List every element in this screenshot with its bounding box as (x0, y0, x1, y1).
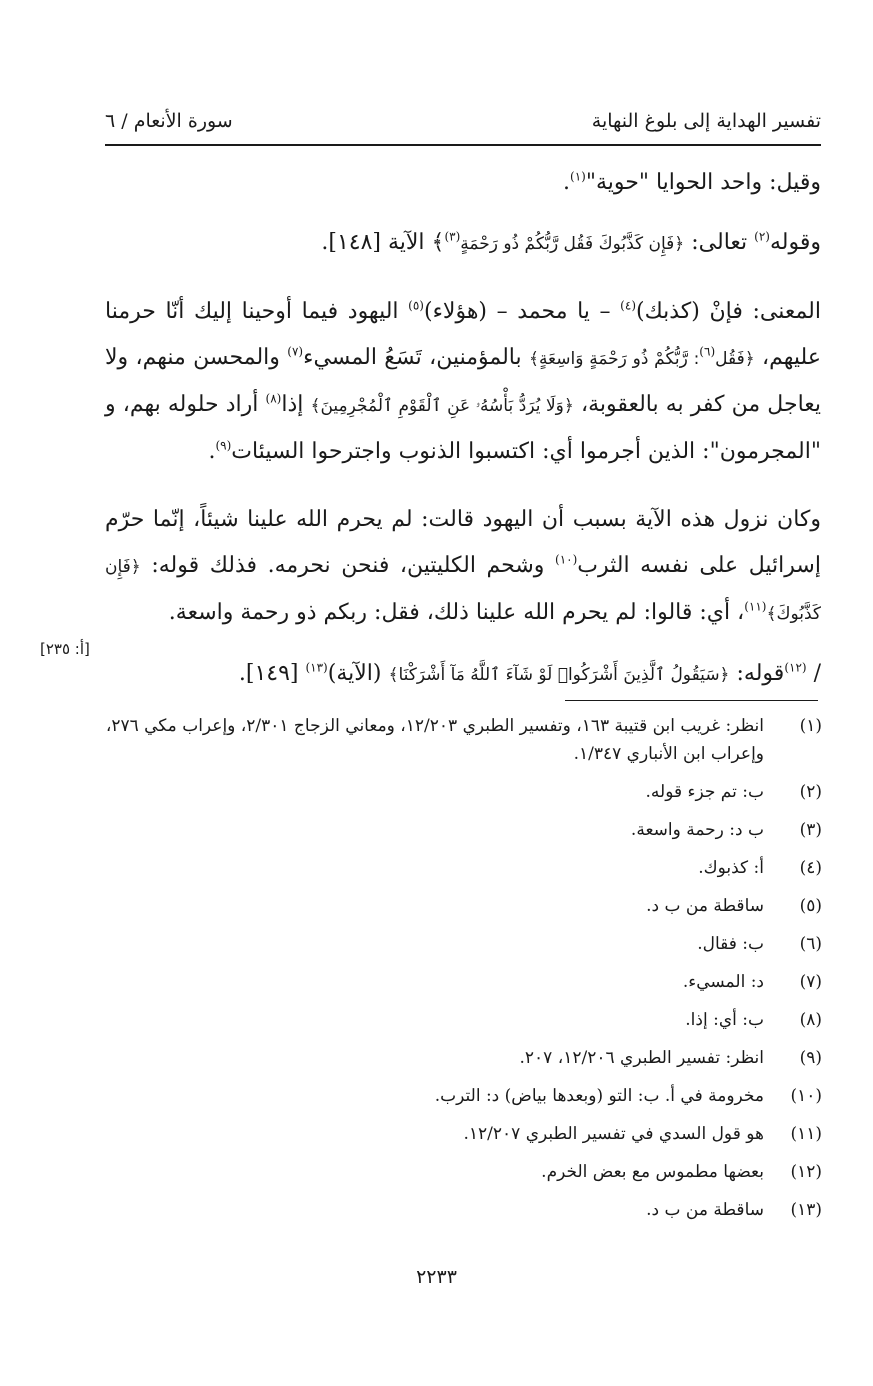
main-text (105, 160, 821, 712)
footnote-ref: (٢) (754, 229, 770, 244)
footnote-ref: (٣) (444, 229, 461, 244)
footnote-ref: (١) (570, 169, 586, 184)
footnote-ref: (١١) (744, 599, 767, 614)
footnote: (٥) ساقطة من ب د. (646, 896, 822, 916)
footnote: (٤) أ: كذبوك. (698, 858, 822, 878)
quran-verse: ﴿فَإِن كَذَّبُوكَ فَقُل رَّبُّكُمْ ذُو رَحْمَةٍ (460, 234, 685, 254)
footnote: (١٢) بعضها مطموس مع بعض الخرم. (541, 1162, 822, 1182)
footnote: (٩) انظر: تفسير الطبري ١٢/٢٠٦، ٢٠٧. (519, 1048, 822, 1068)
quran-verse: : رَّبُّكُمْ ذُو رَحْمَةٍ وَاسِعَةٍ﴾ (528, 349, 700, 369)
footnote-ref: (٨) (265, 391, 282, 406)
footnote: (٧) د: المسيء. (682, 972, 822, 992)
paragraph-5: / $^{(١٢)}$قوله: ﴿سَيَقُولُ ٱلَّذِينَ أَشْرَكُوا۟ لَوْ شَآءَ ٱللَّهُ مَآ أَشْرَكْنَا﴾ (الآية)$^{(١٣)}$ [١٤٩]. (238, 660, 821, 686)
footnote: (٦) ب: فقال. (697, 934, 822, 954)
page-number: ٢٢٣٣ (416, 1266, 457, 1288)
running-header (105, 98, 821, 146)
footnotes (100, 712, 822, 1234)
footnote-ref: (١٠) (555, 552, 578, 567)
footnote-ref: (٩) (215, 438, 232, 453)
footnote: (١١) هو قول السدي في تفسير الطبري ١٢/٢٠٧. (463, 1124, 822, 1144)
quran-verse: ﴿فَقُل (715, 349, 755, 369)
quran-verse: ﴿سَيَقُولُ ٱلَّذِينَ أَشْرَكُوا۟ لَوْ شَآءَ ٱللَّهُ مَآ أَشْرَكْنَا﴾ (388, 665, 730, 685)
paragraph-4: وكان نزول هذه الآية بسبب أن اليهود قالت: لم يحرم الله علينا شيئاً، إنّما حرّم إسرائيل على نفسه الثرب$^{(١٠)}$ وشحم الكليتين، فنحن نحرمه. فذلك قوله: ﴿فَإِن كَذَّبُوكَ﴾$^{(١١)}$، أي: قالوا: لم يحرم الله علينا ذلك، فقل: ربكم ذو رحمة واسعة. (105, 507, 821, 625)
footnote-ref: (٤) (620, 298, 636, 313)
book-title: تفسير الهداية إلى بلوغ النهاية (591, 110, 821, 132)
footnote: (٣) ب د: رحمة واسعة. (630, 820, 822, 840)
paragraph-3: المعنى: فإنْ (كذبك)$^{(٤)}$ – يا محمد – (هؤلاء)$^{(٥)}$ اليهود فيما أوحينا إليك أنّا حرمنا عليهم، ﴿فَقُل$^{(٦)}$: رَّبُّكُمْ ذُو رَحْمَةٍ وَاسِعَةٍ﴾ بالمؤمنين، تَسَعُ المسيء$^{(٧)}$ والمحسن منهم، ولا يعاجل من كفر به بالعقوبة، ﴿وَلَا يُرَدُّ بَأْسُهُۥ عَنِ ٱلْقَوْمِ ٱلْمُجْرِمِينَ﴾ إذا$^{(٨)}$ أراد حلوله بهم، و "المجرمون": الذين أجرموا أي: اكتسبوا الذنوب واجترحوا السيئات$^{(٩)}$. (105, 298, 822, 464)
footnote-ref: (٥) (408, 298, 424, 313)
footnote-divider (565, 700, 818, 701)
footnote-ref: (١٣) (305, 660, 328, 675)
footnote: (١٣) ساقطة من ب د. (646, 1200, 822, 1220)
footnote: (٢) ب: تم جزء قوله. (645, 782, 822, 802)
footnote: (١) انظر: غريب ابن قتيبة ١٦٣، وتفسير الطبري ١٢/٢٠٣، ومعاني الزجاج ٢/٣٠١، وإعراب مكي ٢٧٦، وإعراب ابن الأنباري ١/٣٤٧. (105, 716, 822, 764)
footnote: (٨) ب: أي: إذا. (685, 1010, 822, 1030)
surah-label: سورة الأنعام / ٦ (105, 110, 233, 132)
paragraph-1: وقيل: واحد الحوايا "حوية"$^{(١)}$. (563, 169, 821, 195)
footnote: (١٠) مخرومة في أ. ب: التو (وبعدها بياض) د: الترب. (434, 1086, 822, 1106)
footnote-ref: (٦) (699, 344, 716, 359)
footnote-ref: (١٢) (784, 660, 807, 675)
footnote-ref: (٧) (287, 344, 304, 359)
manuscript-folio-ref: [أ: ٢٣٥] (40, 640, 90, 658)
paragraph-2: وقوله$^{(٢)}$ تعالى: ﴿فَإِن كَذَّبُوكَ فَقُل رَّبُّكُمْ ذُو رَحْمَةٍ$^{(٣)}$﴾ الآية [١٤٨]. (321, 229, 821, 255)
quran-verse: ﴿فَإِن كَذَّبُوكَ﴾ (105, 557, 821, 624)
quran-verse: ﴿وَلَا يُرَدُّ بَأْسُهُۥ عَنِ ٱلْقَوْمِ ٱلْمُجْرِمِينَ﴾ (310, 396, 574, 416)
